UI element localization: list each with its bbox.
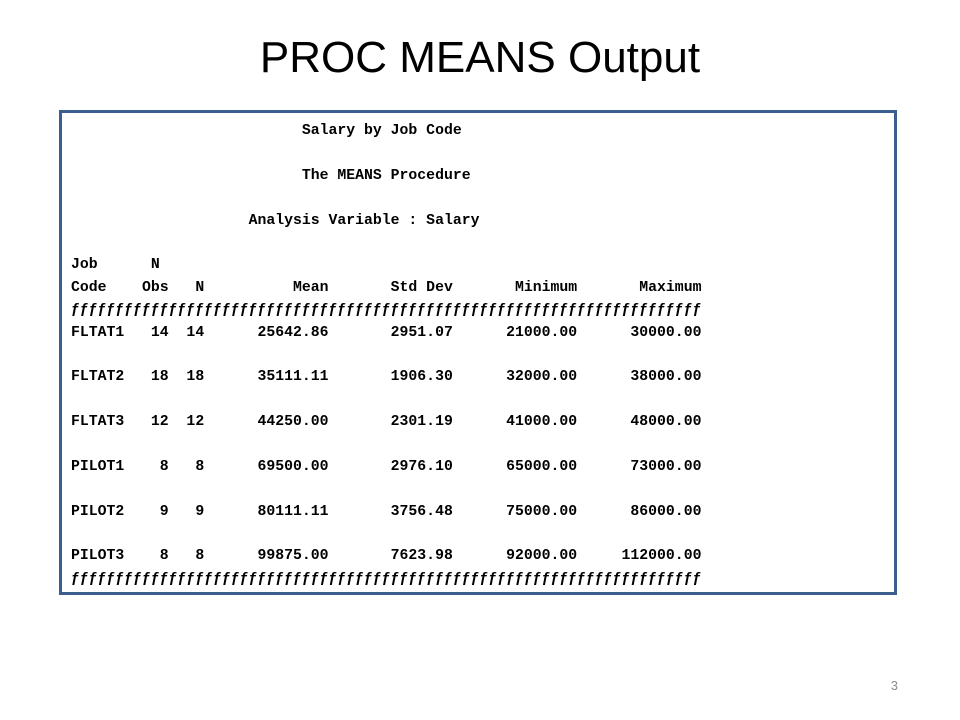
separator-line: ƒƒƒƒƒƒƒƒƒƒƒƒƒƒƒƒƒƒƒƒƒƒƒƒƒƒƒƒƒƒƒƒƒƒƒƒƒƒƒƒƒƒƒƒƒƒƒƒƒƒƒƒƒƒƒƒƒƒƒƒƒƒƒƒƒƒƒƒƒƒƒ xyxy=(71,302,702,319)
analysis-variable-line: Analysis Variable : Salary xyxy=(71,212,480,229)
blank-line xyxy=(71,187,701,209)
blank-line xyxy=(71,389,701,411)
table-row: FLTAT3 12 12 44250.00 2301.19 41000.00 48000.00 xyxy=(71,414,702,431)
blank-line xyxy=(71,142,701,164)
blank-line xyxy=(71,344,701,366)
blank-line xyxy=(71,523,701,545)
output-title-line: Salary by Job Code xyxy=(71,123,462,139)
separator-line: ƒƒƒƒƒƒƒƒƒƒƒƒƒƒƒƒƒƒƒƒƒƒƒƒƒƒƒƒƒƒƒƒƒƒƒƒƒƒƒƒƒƒƒƒƒƒƒƒƒƒƒƒƒƒƒƒƒƒƒƒƒƒƒƒƒƒƒƒƒƒƒ xyxy=(71,570,702,587)
blank-line xyxy=(71,232,701,254)
blank-line xyxy=(71,478,701,500)
table-row: FLTAT2 18 18 35111.11 1906.30 32000.00 38000.00 xyxy=(71,369,702,386)
sas-output-box xyxy=(59,110,897,595)
sas-output-listing xyxy=(71,120,701,590)
slide-title: PROC MEANS Output xyxy=(259,33,701,82)
page-number: 3 xyxy=(890,678,898,693)
column-header-line-1: Job N xyxy=(71,257,160,274)
table-row: PILOT3 8 8 99875.00 7623.98 92000.00 112000.00 xyxy=(71,548,702,565)
procedure-name-line: The MEANS Procedure xyxy=(71,167,471,184)
table-row: FLTAT1 14 14 25642.86 2951.07 21000.00 30000.00 xyxy=(71,324,702,341)
table-row: PILOT2 9 9 80111.11 3756.48 75000.00 86000.00 xyxy=(71,503,702,520)
blank-line xyxy=(71,433,701,455)
table-row: PILOT1 8 8 69500.00 2976.10 65000.00 73000.00 xyxy=(71,458,702,475)
column-header-line-2: Code Obs N Mean Std Dev Minimum Maximum xyxy=(71,279,702,296)
